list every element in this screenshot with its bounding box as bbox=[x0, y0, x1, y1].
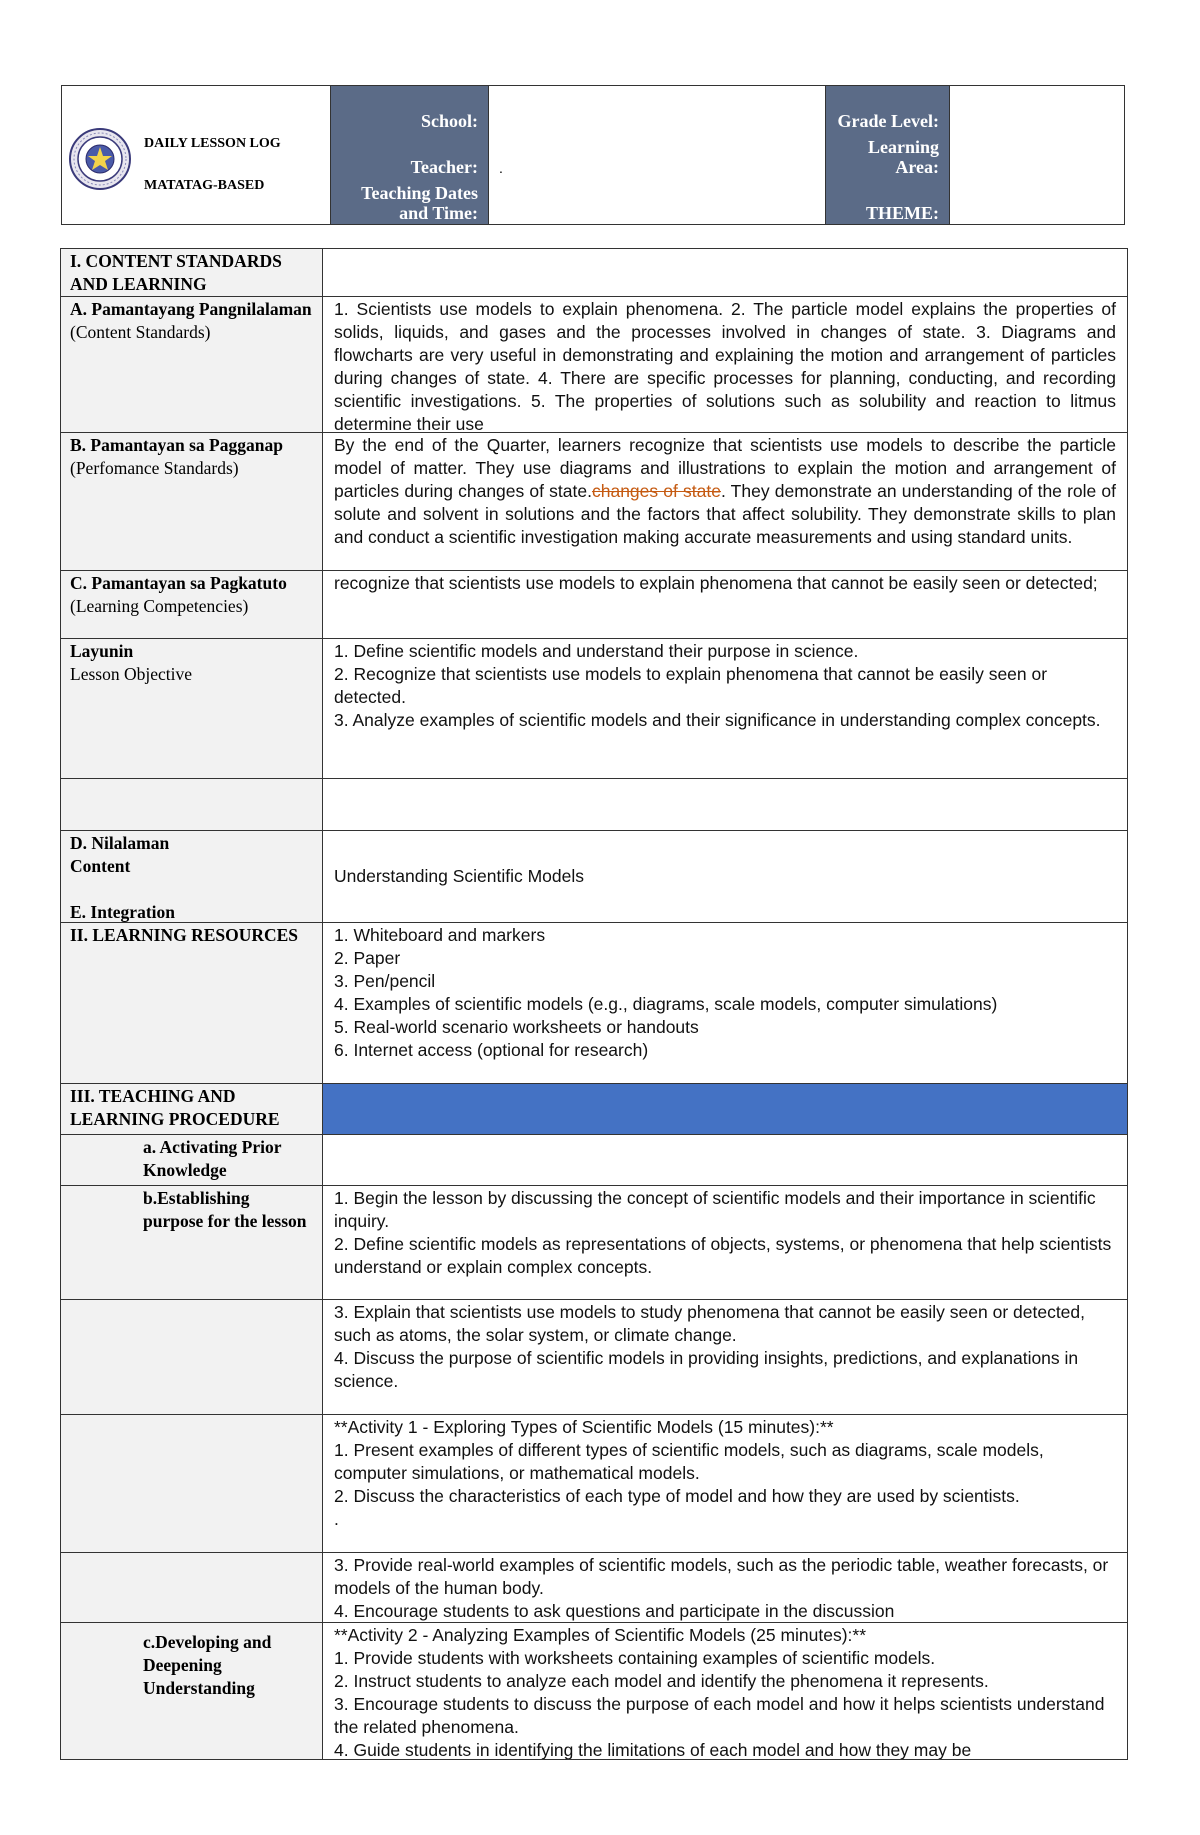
teacher-label: Teacher: bbox=[331, 132, 488, 178]
list-item: 3. Provide real-world examples of scientific models, such as the periodic table, weather forecasts, or models of the human body. bbox=[334, 1555, 1109, 1598]
performance-standards-label bbox=[61, 433, 323, 570]
establishing-title: b.Establishing purpose for the lesson bbox=[61, 1186, 323, 1299]
learning-competencies-label bbox=[61, 571, 323, 638]
list-item: 3. Pen/pencil bbox=[334, 971, 436, 991]
row-activating bbox=[61, 1135, 1127, 1186]
nilalaman-title: D. Nilalaman bbox=[70, 833, 170, 853]
list-item: . bbox=[334, 1509, 339, 1529]
list-item: **Activity 1 - Exploring Types of Scientific Models (15 minutes):** bbox=[334, 1417, 834, 1437]
developing-title: c.Developing and Deepening Understanding bbox=[61, 1623, 323, 1759]
school-label: School: bbox=[331, 86, 488, 132]
learning-competencies-title: C. Pamantayan sa Pagkatuto bbox=[70, 573, 287, 593]
teaching-dates-label: Teaching Dates and Time: bbox=[331, 178, 488, 224]
row-content-standards bbox=[61, 297, 1127, 433]
activity-1-cont-list bbox=[323, 1553, 1127, 1622]
objectives-list bbox=[323, 639, 1127, 778]
row-content-standards-learning bbox=[61, 249, 1127, 297]
row-establishing bbox=[61, 1186, 1127, 1300]
lesson-log-header bbox=[61, 85, 1125, 225]
list-item: 4. Guide students in identifying the limitations of each model and how they may be bbox=[334, 1740, 972, 1759]
lesson-table bbox=[60, 248, 1128, 1760]
activity-1-label bbox=[61, 1415, 323, 1552]
list-item: 6. Internet access (optional for research) bbox=[334, 1040, 649, 1060]
procedure-title: III. TEACHING AND LEARNING PROCEDURE bbox=[61, 1084, 323, 1134]
header-row-teacher bbox=[331, 132, 1124, 178]
list-item: **Activity 2 - Analyzing Examples of Scientific Models (25 minutes):** bbox=[334, 1625, 867, 1645]
row-developing bbox=[61, 1623, 1127, 1759]
content-standards-subtitle: (Content Standards) bbox=[70, 322, 211, 342]
list-item: 2. Instruct students to analyze each model and identify the phenomena it represents. bbox=[334, 1671, 989, 1691]
activating-title: a. Activating Prior Knowledge bbox=[61, 1135, 323, 1185]
list-item: 2. Discuss the characteristics of each type of model and how they are used by scientists. bbox=[334, 1486, 1020, 1506]
row-activity-1 bbox=[61, 1415, 1127, 1553]
row-establishing-cont bbox=[61, 1300, 1127, 1415]
teaching-dates-field[interactable] bbox=[488, 178, 826, 224]
layunin-subtitle: Lesson Objective bbox=[70, 664, 192, 684]
list-item: 4. Examples of scientific models (e.g., diagrams, scale models, computer simulations) bbox=[334, 994, 998, 1014]
activating-value bbox=[323, 1135, 1127, 1185]
learning-resources-title: II. LEARNING RESOURCES bbox=[61, 923, 323, 1083]
learning-competencies-subtitle: (Learning Competencies) bbox=[70, 596, 249, 616]
list-item: 1. Whiteboard and markers bbox=[334, 925, 546, 945]
list-item: 3. Encourage students to discuss the purpose of each model and how it helps scientists understand the related phenomena. bbox=[334, 1694, 1105, 1737]
list-item: 2. Recognize that scientists use models to explain phenomena that cannot be easily seen or detected. bbox=[334, 664, 1048, 707]
establishing-list bbox=[323, 1186, 1127, 1299]
establishing-cont-label bbox=[61, 1300, 323, 1414]
logo-cell bbox=[62, 86, 331, 224]
list-item: 2. Define scientific models as representations of objects, systems, or phenomena that help scientists understand or explain complex concepts. bbox=[334, 1234, 1112, 1277]
activity-1-cont-label bbox=[61, 1553, 323, 1622]
content-standards-label bbox=[61, 297, 323, 432]
establishing-cont-list bbox=[323, 1300, 1127, 1414]
content-standards-title: A. Pamantayang Pangnilalaman bbox=[70, 299, 312, 319]
list-item: 5. Real-world scenario worksheets or handouts bbox=[334, 1017, 699, 1037]
section-value bbox=[323, 249, 1127, 296]
list-item: 4. Discuss the purpose of scientific models in providing insights, predictions, and explanations in science. bbox=[334, 1348, 1079, 1391]
grade-level-field[interactable] bbox=[949, 86, 1124, 132]
header-row-dates bbox=[331, 178, 1124, 224]
header-row-school bbox=[331, 86, 1124, 132]
theme-field[interactable] bbox=[949, 178, 1124, 224]
list-item: 1. Provide students with worksheets containing examples of scientific models. bbox=[334, 1648, 936, 1668]
activity-1-list bbox=[323, 1415, 1127, 1552]
row-learning-competencies bbox=[61, 571, 1127, 639]
performance-text-part-1: By the end of the Quarter, learners recognize that scientists use models to describe the particle model of matter. They use diagrams and illustrations to explain the motion and arrangement of particles during changes of state. bbox=[334, 435, 1116, 501]
row-empty bbox=[61, 779, 1127, 831]
row-content bbox=[61, 831, 1127, 923]
empty-value bbox=[323, 779, 1127, 830]
list-item: 3. Explain that scientists use models to study phenomena that cannot be easily seen or detected, such as atoms, the solar system, or climate change. bbox=[334, 1302, 1086, 1345]
school-field[interactable] bbox=[488, 86, 826, 132]
list-item: 1. Begin the lesson by discussing the concept of scientific models and their importance in scientific inquiry. bbox=[334, 1188, 1096, 1231]
performance-standards-title: B. Pamantayan sa Pagganap bbox=[70, 435, 283, 455]
performance-standards-subtitle: (Perfomance Standards) bbox=[70, 458, 239, 478]
tracked-deletion: changes of state bbox=[591, 481, 721, 501]
section-title: I. CONTENT STANDARDS AND LEARNING bbox=[61, 249, 323, 296]
list-item: 1. Define scientific models and understand their purpose in science. bbox=[334, 641, 859, 661]
theme-label: THEME: bbox=[826, 178, 949, 224]
learning-competencies-text: recognize that scientists use models to explain phenomena that cannot be easily seen or detected; bbox=[334, 573, 1098, 593]
content-text: Understanding Scientific Models bbox=[334, 866, 584, 886]
integration-title: E. Integration bbox=[70, 902, 175, 922]
list-item: 3. Analyze examples of scientific models and their significance in understanding complex concepts. bbox=[334, 710, 1101, 730]
grade-level-label: Grade Level: bbox=[826, 86, 949, 132]
list-item: 2. Paper bbox=[334, 948, 401, 968]
procedure-bar bbox=[323, 1084, 1127, 1134]
log-title: DAILY LESSON LOG bbox=[144, 136, 281, 151]
list-item: 4. Encourage students to ask questions and participate in the discussion bbox=[334, 1601, 895, 1621]
row-lesson-objective bbox=[61, 639, 1127, 779]
content-standards-text: 1. Scientists use models to explain phenomena. 2. The particle model explains the properties of solids, liquids, and gases and the processes involved in changes of state. 3. Diagrams and flowcharts are very useful in demonstrating and explaining the motion and arrangement of particles during changes of state. 4. There are specific processes for planning, conducting, and recording scientific investigations. 5. The properties of solutions such as solubility and reaction to litmus determine their use bbox=[334, 299, 1116, 434]
activity-2-list bbox=[323, 1623, 1127, 1759]
row-procedure-header bbox=[61, 1084, 1127, 1135]
list-item: 1. Present examples of different types of scientific models, such as diagrams, scale models, computer simulations, or mathematical models. bbox=[334, 1440, 1044, 1483]
row-activity-1-cont bbox=[61, 1553, 1127, 1623]
content-label bbox=[61, 831, 323, 922]
learning-area-field[interactable] bbox=[949, 132, 1124, 178]
resources-list bbox=[323, 923, 1127, 1083]
row-performance-standards bbox=[61, 433, 1127, 571]
row-learning-resources bbox=[61, 923, 1127, 1084]
learning-area-label: Learning Area: bbox=[826, 132, 949, 178]
performance-text-part-2: . They demonstrate an understanding of the role of solute and solvent in solutions and the factors that affect solubility. They demonstrate skills to plan and conduct a scientific investigation making accurate measurements and using standard units. bbox=[334, 481, 1116, 547]
empty-label bbox=[61, 779, 323, 830]
performance-standards-text bbox=[323, 433, 1127, 570]
content-subtitle: Content bbox=[70, 856, 131, 876]
teacher-field[interactable]: . bbox=[488, 132, 826, 178]
log-subtitle: MATATAG-BASED bbox=[144, 178, 265, 193]
layunin-title: Layunin bbox=[70, 641, 134, 661]
deped-seal-icon bbox=[69, 128, 131, 190]
lesson-objective-label bbox=[61, 639, 323, 778]
